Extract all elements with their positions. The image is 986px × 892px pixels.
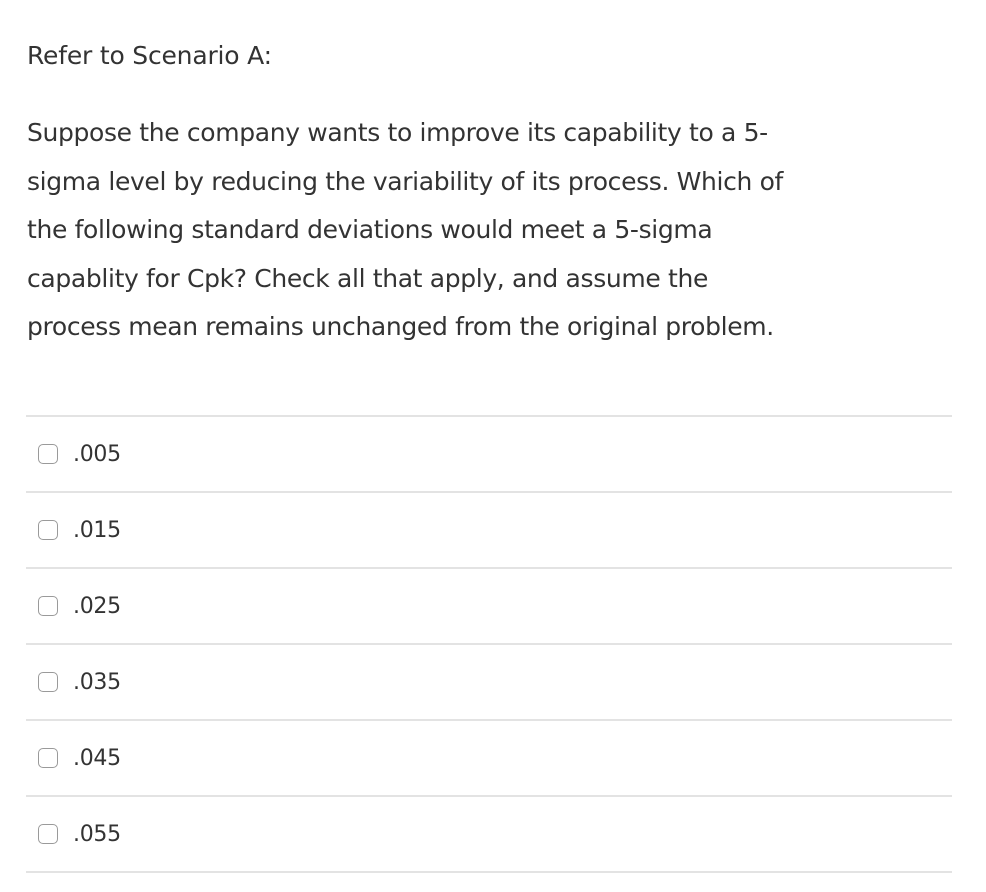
answer-option-label: .045 <box>73 745 121 771</box>
answer-option-label: .015 <box>73 517 121 543</box>
answer-option[interactable] <box>26 569 952 645</box>
answer-option[interactable] <box>26 645 952 721</box>
answer-option-label: .005 <box>73 441 121 467</box>
answer-option[interactable] <box>26 797 952 873</box>
checkbox[interactable] <box>38 672 58 692</box>
answer-option[interactable] <box>26 493 952 569</box>
answer-option-label: .055 <box>73 821 121 847</box>
checkbox[interactable] <box>38 444 58 464</box>
answer-option[interactable] <box>26 417 952 493</box>
answer-options-list <box>26 415 952 873</box>
question-block <box>27 0 957 352</box>
question-prompt: Suppose the company wants to improve its capability to a 5- sigma level by reducing the variability of its process. Which of the following standard deviations would meet a 5-sigma capablity for Cpk? Check all that apply, and assume the process mean remains unchanged from the original problem. <box>27 118 783 341</box>
checkbox[interactable] <box>38 596 58 616</box>
answer-option-label: .025 <box>73 593 121 619</box>
checkbox[interactable] <box>38 520 58 540</box>
answer-option[interactable] <box>26 721 952 797</box>
checkbox[interactable] <box>38 748 58 768</box>
question-intro: Refer to Scenario A: <box>27 41 272 70</box>
checkbox[interactable] <box>38 824 58 844</box>
answer-option-label: .035 <box>73 669 121 695</box>
